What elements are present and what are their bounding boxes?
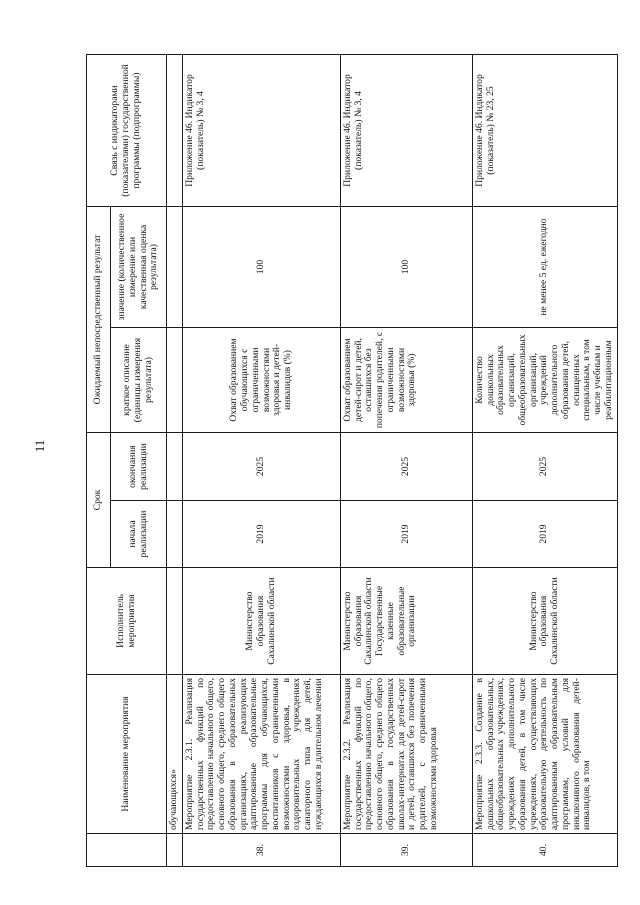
header-end: окончания реализации bbox=[111, 433, 167, 501]
row-end: 2025 bbox=[341, 433, 473, 501]
row-value: 100 bbox=[341, 207, 473, 328]
row-link: Приложение 46. Индикатор (показатель) № 3, 4 bbox=[341, 55, 473, 207]
activities-table bbox=[86, 54, 618, 867]
continuation-text: обучающихся» bbox=[167, 675, 183, 834]
row-brief: Количество дошкольных образовательных организаций, общеобразовательных организаций, учреждений дополнительного образования детей, оснащенных специальным, в том числе учебным и реабилитационным bbox=[473, 328, 618, 433]
row-start: 2019 bbox=[183, 501, 341, 568]
header-expected-result: Ожидаемый непосредственный результат bbox=[87, 207, 111, 433]
row-number: 38. bbox=[183, 834, 341, 867]
header-link: Связь с индикаторами (показателями) государственной программы (подпрограммы) bbox=[87, 55, 167, 207]
row-start: 2019 bbox=[341, 501, 473, 568]
row-executor: Министерство образования Сахалинской области bbox=[183, 568, 341, 675]
continuation-cell-num bbox=[167, 834, 183, 867]
row-executor: Министерство образования Сахалинской области bbox=[473, 568, 618, 675]
header-brief: краткое описание (единицы измерения результата) bbox=[111, 328, 167, 433]
header-number bbox=[87, 834, 167, 867]
row-name: Мероприятие 2.3.2. Реализация государственных функций по предоставлению начального общего, основного общего, среднего общего образования в государственных школах-интернатах для детей-сирот и детей, оставшихся без попечения родителей, с ограниченными возможностями здоровья bbox=[341, 675, 473, 834]
table-row bbox=[183, 55, 341, 867]
page-number: 11 bbox=[32, 439, 47, 453]
row-name: Мероприятие 2.3.3. Создание в дошкольных образовательных, общеобразовательных учреждениях, учреждениях дополнительного образования детей, в том числе учреждениях, осуществляющих образовательную деятельность по адаптированным образовательным программам, условий для инклюзивного образования детей-инвалидов, в том bbox=[473, 675, 618, 834]
row-start: 2019 bbox=[473, 501, 618, 568]
row-brief: Охват образованием обучающихся с ограниченными возможностями здоровья и детей-инвалидов (%) bbox=[183, 328, 341, 433]
rotated-table-container bbox=[86, 55, 614, 867]
table-row bbox=[473, 55, 618, 867]
row-end: 2025 bbox=[183, 433, 341, 501]
header-executor: Исполнитель мероприятия bbox=[87, 568, 167, 675]
header-start: начала реализации bbox=[111, 501, 167, 568]
header-value: значение (количественное измерение или качественная оценка результата) bbox=[111, 207, 167, 328]
header-name: Наименование мероприятия bbox=[87, 675, 167, 834]
row-executor: Министерство образования Сахалинской области Государственные казенные образовательные организации bbox=[341, 568, 473, 675]
table-row bbox=[341, 55, 473, 867]
row-brief: Охват образованием детей-сирот и детей, оставшихся без попечения родителей, с ограниченными возможностями здоровья (%) bbox=[341, 328, 473, 433]
row-value: 100 bbox=[183, 207, 341, 328]
row-value: не менее 5 ед. ежегодно bbox=[473, 207, 618, 328]
row-name: Мероприятие 2.3.1. Реализация государственных функций по предоставлению начального общего, основного общего, среднего общего образования в образовательных организациях, реализующих адаптированные образовательные программы для обучающихся, воспитанников с ограниченными возможностями здоровья, в оздоровительных учреждениях санаторного типа для детей, нуждающихся в длительном лечении bbox=[183, 675, 341, 834]
row-number: 39. bbox=[341, 834, 473, 867]
header-term: Срок bbox=[87, 433, 111, 568]
row-link: Приложение 46. Индикатор (показатель) № 23, 25 bbox=[473, 55, 618, 207]
row-link: Приложение 46. Индикатор (показатель) № 3, 4 bbox=[183, 55, 341, 207]
row-end: 2025 bbox=[473, 433, 618, 501]
row-number: 40. bbox=[473, 834, 618, 867]
